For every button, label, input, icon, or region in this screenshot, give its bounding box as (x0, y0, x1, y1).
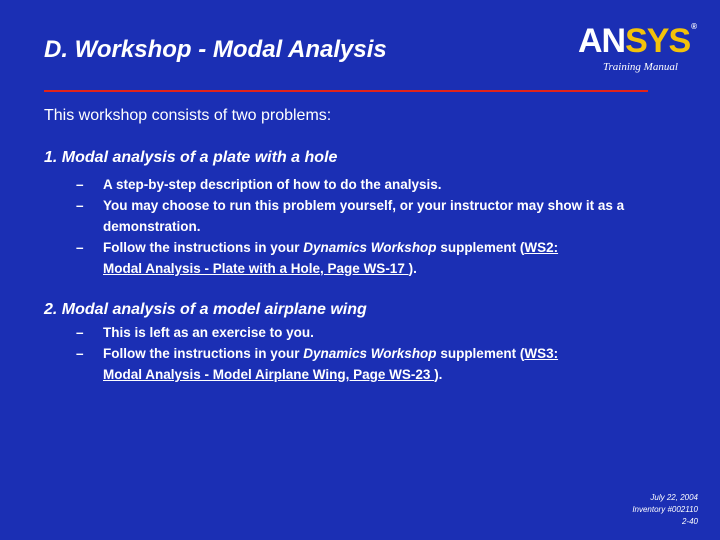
slide-title: D. Workshop - Modal Analysis (44, 36, 387, 63)
ws2-link[interactable]: WS2: (524, 240, 559, 255)
title-divider (44, 90, 648, 92)
footer-page-number: 2-40 (681, 517, 698, 526)
dash-marker: – (76, 346, 84, 361)
ansys-logo (578, 22, 696, 61)
slide-footer (632, 492, 698, 528)
problem-2-bullets (76, 322, 663, 385)
dash-marker: – (76, 177, 84, 192)
list-item (76, 322, 663, 343)
footer-inventory: Inventory #002110 (632, 505, 698, 514)
bullet-text: supplement ( (436, 240, 525, 255)
list-item (76, 237, 663, 279)
bullet-text: This is left as an exercise to you. (103, 325, 314, 340)
footer-date: July 22, 2004 (650, 493, 698, 502)
bullet-text: supplement ( (436, 346, 525, 361)
bullet-text: Follow the instructions in your (103, 346, 304, 361)
book-title: Dynamics Workshop (303, 346, 437, 361)
logo-trademark: ® (691, 22, 697, 31)
bullet-text: A step-by-step description of how to do the analysis. (103, 177, 442, 192)
bullet-text: ). (408, 261, 417, 276)
bullet-text: You may choose to run this problem yourself, or your instructor may show it as a demonstration. (103, 198, 625, 234)
bullet-text: Follow the instructions in your (103, 240, 304, 255)
ws3-link[interactable]: WS3: (524, 346, 559, 361)
list-item (76, 174, 663, 195)
intro-text: This workshop consists of two problems: (44, 107, 332, 124)
dash-marker: – (76, 325, 84, 340)
list-item (76, 343, 663, 385)
ws3-link-continued[interactable]: Modal Analysis - Model Airplane Wing, Page WS-23 (103, 367, 435, 382)
problem-1-bullets (76, 174, 663, 279)
list-item (76, 195, 663, 237)
dash-marker: – (76, 198, 84, 213)
logo-accent: SYS (625, 22, 691, 60)
book-title: Dynamics Workshop (303, 240, 437, 255)
bullet-text: ). (434, 367, 443, 382)
ws2-link-continued[interactable]: Modal Analysis - Plate with a Hole, Page WS-17 (103, 261, 409, 276)
problem-2-heading: 2. Modal analysis of a model airplane wing (44, 301, 367, 318)
dash-marker: – (76, 240, 84, 255)
problem-1-heading: 1. Modal analysis of a plate with a hole (44, 149, 338, 166)
training-manual-label: Training Manual (603, 61, 678, 73)
logo-main: AN (578, 22, 626, 60)
